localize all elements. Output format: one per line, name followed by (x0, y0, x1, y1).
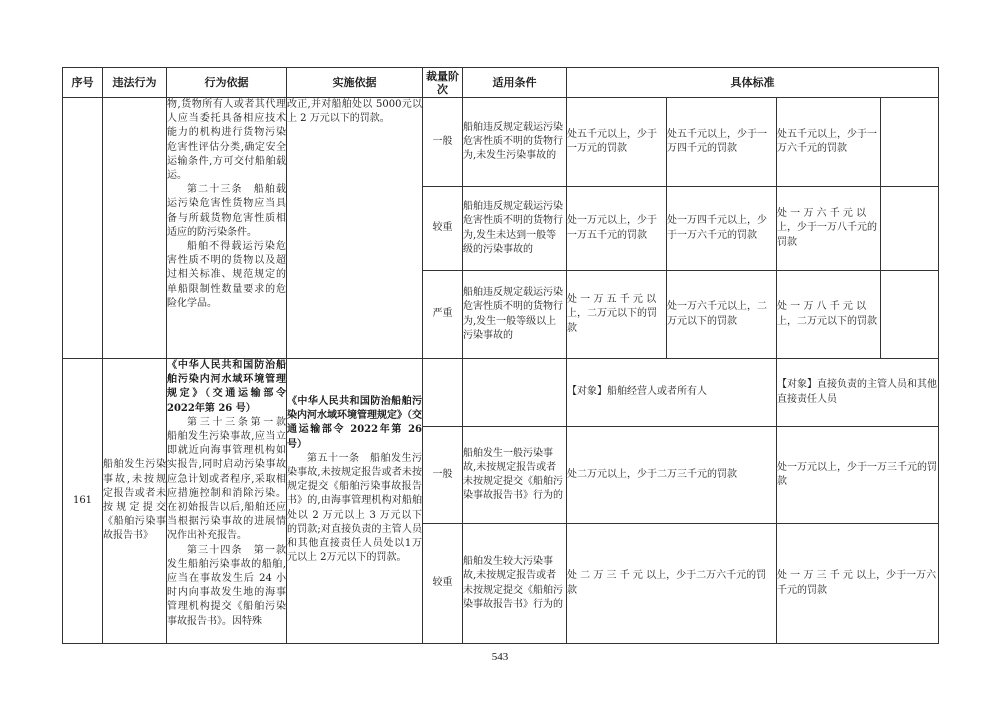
basis-cell (167, 359, 287, 644)
basis-paragraph: 物,货物所有人或者其代理人应当委托具备相应技术能力的机构进行货物污染危害性评估分类,确定安全运输条件,方可交付船舶载运。 (167, 99, 286, 182)
seq-cell: 161 (63, 359, 103, 644)
header-condition: 适用条件 (463, 68, 567, 98)
impl-cell (287, 98, 423, 359)
standard-cell: 处 一 万 六 千 元 以上，少于一万八千元的罚款 (777, 187, 881, 271)
basis-paragraph: 船舶不得载运污染危害性质不明的货物以及超过相关标准、规范规定的单船限制性数量要求的危险化学品。 (167, 241, 286, 309)
impl-title: 《中华人民共和国防治船舶污染内河水域环境管理规定》（交通运输部令 2022年第 26 号） (287, 396, 422, 450)
header-seq: 序号 (63, 68, 103, 98)
level-cell: 一般 (423, 427, 463, 524)
table-row (63, 98, 939, 187)
condition-cell: 船舶违反规定载运污染危害性质不明的货物行为,未发生污染事故的 (463, 98, 567, 187)
standard-cell-empty (881, 271, 939, 359)
standard-cell: 处一万元以上，少于一万五千元的罚款 (567, 187, 667, 271)
impl-cell (287, 359, 423, 644)
spacer (287, 359, 422, 395)
impl-paragraph: 第五十一条 船舶发生污染事故,未按规定报告或者未按规定提交《船舶污染事故报告书》的,由海事管理机构对船舶处以 2 万元以上 3 万元以下的罚款;对直接负责的主管人员和其他直接责任人员处以1万元以上 2万元以下的罚款。 (287, 452, 422, 564)
basis-title: 《中华人民共和国防治船舶污染内河水域环境管理规定》（交通运输部令 2022年第 26 号） (167, 360, 286, 414)
level-cell: 一般 (423, 98, 463, 187)
level-cell-empty (423, 359, 463, 427)
penalty-standards-table (62, 67, 939, 644)
standard-cell: 处五千元以上，少于一万元的罚款 (567, 98, 667, 187)
basis-paragraph: 第三十三条第一款 船舶发生污染事故,应当立即就近向海事管理机构如实报告,同时启动污染事故应急计划或者程序,采取相应措施控制和消除污染。在初始报告以后,船舶还应当根据污染事故的进展情况作出补充报告。 (167, 416, 286, 542)
basis-cell (167, 98, 287, 359)
standard-cell: 处 一 万 三 千 元 以上，少于一万六千元的罚款 (777, 524, 939, 644)
standard-cell: 处五千元以上，少于一万四千元的罚款 (667, 98, 777, 187)
header-basis: 行为依据 (167, 68, 287, 98)
condition-cell: 船舶违反规定载运污染危害性质不明的货物行为,发生一般等级以上污染事故的 (463, 271, 567, 359)
header-standard: 具体标准 (567, 68, 939, 98)
page-number: 543 (491, 651, 509, 663)
standard-cell: 处一万元以上，少于一万三千元的罚款 (777, 427, 939, 524)
header-impl: 实施依据 (287, 68, 423, 98)
standard-cell: 处五千元以上，少于一万六千元的罚款 (777, 98, 881, 187)
condition-cell-empty (463, 359, 567, 427)
standard-cell: 处 二 万 三 千 元 以上，少于二万六千元的罚款 (567, 524, 777, 644)
standard-cell: 处一万四千元以上，少于一万六千元的罚款 (667, 187, 777, 271)
condition-cell: 船舶发生较大污染事故,未按规定报告或者未按规定提交《船舶污染事故报告书》行为的 (463, 524, 567, 644)
standard-cell: 处 一 万 五 千 元 以上，二万元以下的罚款 (567, 271, 667, 359)
header-violation: 违法行为 (103, 68, 167, 98)
header-level: 裁量阶次 (423, 68, 463, 98)
basis-paragraph: 第二十三条 船舶载运污染危害性货物应当具备与所载货物危害性质相适应的防污染条件。 (167, 184, 286, 238)
violation-cell: 船舶发生污染事故,未按规定报告或者未按规定提交《船舶污染事故报告书》 (103, 359, 167, 644)
table-row (63, 359, 939, 427)
standard-cell: 处 一 万 八 千 元 以上，二万元以下的罚款 (777, 271, 881, 359)
condition-cell: 船舶发生一般污染事故,未按规定报告或者未按规定提交《船舶污染事故报告书》行为的 (463, 427, 567, 524)
standard-cell: 处二万元以上，少于二万三千元的罚款 (567, 427, 777, 524)
impl-text: 改正,并对船舶处以 5000元以上 2 万元以下的罚款。 (287, 99, 422, 125)
standard-cell-empty (881, 187, 939, 271)
basis-paragraph: 第三十四条 第一款 发生船舶污染事故的船舶,应当在事故发生后 24 小时内向事故发生地的海事管理机构提交《船舶污染事故报告书》。因特殊 (167, 544, 286, 627)
object-cell-operator: 【对象】船舶经营人或者所有人 (567, 359, 777, 427)
condition-cell: 船舶违反规定载运污染危害性质不明的货物行为,发生未达到一般等级的污染事故的 (463, 187, 567, 271)
level-cell: 较重 (423, 187, 463, 271)
seq-cell-empty (63, 98, 103, 359)
level-cell: 较重 (423, 524, 463, 644)
standard-cell: 处一万六千元以上，二万元以下的罚款 (667, 271, 777, 359)
standard-cell-empty (881, 98, 939, 187)
table-header-row (63, 68, 939, 98)
object-cell-responsible: 【对象】直接负责的主管人员和其他直接责任人员 (777, 359, 939, 427)
violation-cell-empty (103, 98, 167, 359)
level-cell: 严重 (423, 271, 463, 359)
